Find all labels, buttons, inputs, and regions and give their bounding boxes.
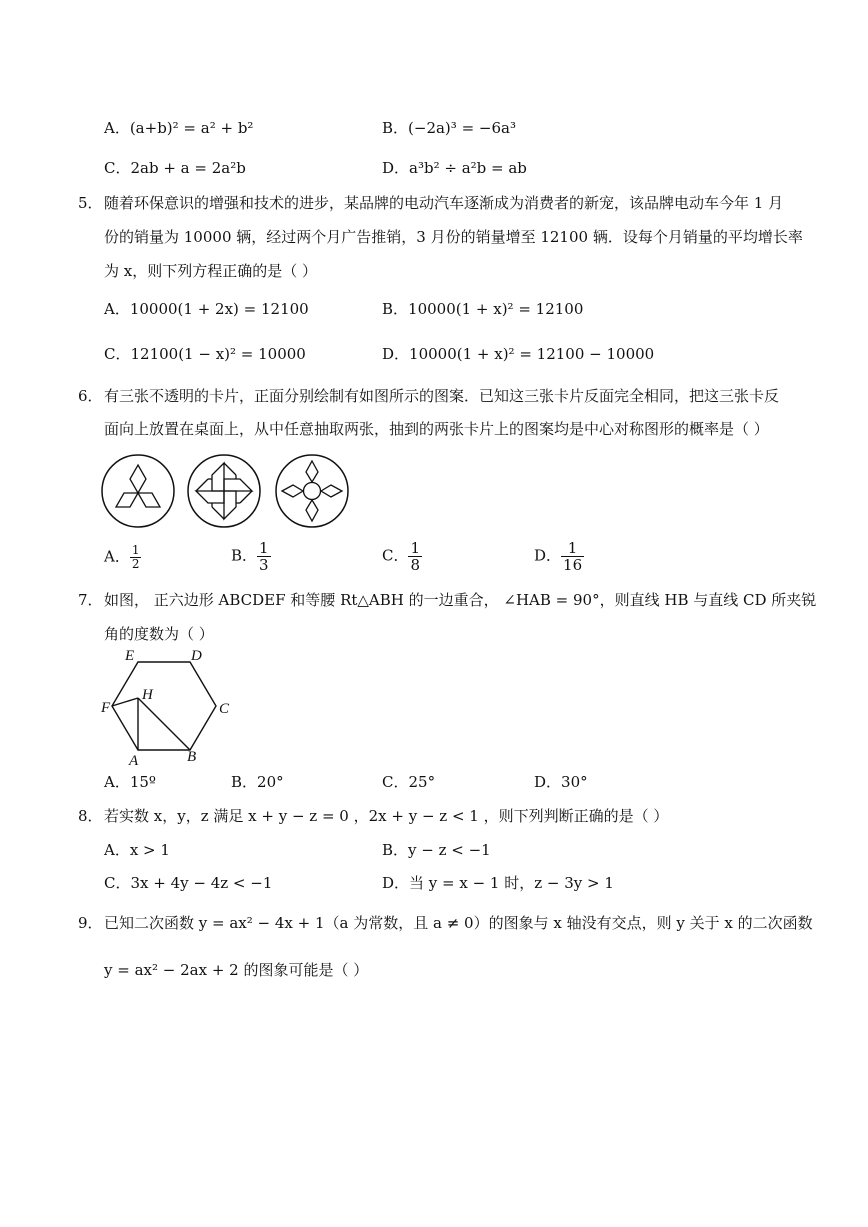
q6-option-d bbox=[534, 540, 584, 573]
numerator: 1 bbox=[259, 539, 269, 557]
q6-option-b bbox=[231, 540, 271, 573]
q5-option-c: C．12100(1 − x)² = 10000 bbox=[104, 345, 306, 363]
fraction bbox=[130, 544, 142, 571]
q5-text-line1: 随着环保意识的增强和技术的进步，某品牌的电动汽车逐渐成为消费者的新宠，该品牌电动车今年 1 月 bbox=[104, 194, 784, 212]
fraction bbox=[257, 540, 271, 573]
q6-option-c-label: C． bbox=[382, 546, 409, 565]
numerator: 1 bbox=[131, 543, 140, 557]
label-E: E bbox=[125, 648, 135, 664]
q8-text-line1: 若实数 x，y，z 满足 x + y − z = 0 ，2x + y − z < 1 ，则下列判断正确的是（ ） bbox=[104, 807, 669, 825]
q6-option-a bbox=[104, 544, 141, 571]
fraction bbox=[561, 540, 584, 573]
q5-text-line3: 为 x，则下列方程正确的是（ ） bbox=[104, 262, 317, 280]
q7-text-line2: 角的度数为（ ） bbox=[104, 625, 214, 643]
q8-option-d: D．当 y = x − 1 时，z − 3y > 1 bbox=[382, 874, 614, 892]
q7-number: 7． bbox=[78, 591, 103, 609]
q6-option-a-label: A． bbox=[104, 547, 130, 566]
label-C: C bbox=[219, 701, 230, 717]
q5-option-a: A．10000(1 + 2x) = 12100 bbox=[104, 300, 309, 318]
q6-option-c bbox=[382, 540, 422, 573]
q7-option-d: D．30° bbox=[534, 773, 588, 791]
card-figure-2 bbox=[186, 453, 262, 529]
card-figure-3 bbox=[274, 453, 350, 529]
q6-option-d-label: D． bbox=[534, 546, 562, 565]
q8-number: 8． bbox=[78, 807, 103, 825]
q5-option-d: D．10000(1 + x)² = 12100 − 10000 bbox=[382, 345, 655, 363]
q5-text-line2: 份的销量为 10000 辆，经过两个月广告推销，3 月份的销量增至 12100 辆．设每个月销量的平均增长率 bbox=[104, 228, 803, 246]
label-A: A bbox=[129, 753, 139, 769]
q8-option-b: B．y − z < −1 bbox=[382, 841, 491, 859]
q9-text-line1: 已知二次函数 y = ax² − 4x + 1（a 为常数，且 a ≠ 0）的图象与 x 轴没有交点，则 y 关于 x 的二次函数 bbox=[104, 914, 813, 932]
label-H: H bbox=[142, 687, 153, 703]
denominator: 8 bbox=[410, 556, 421, 574]
hexagon-figure bbox=[98, 644, 238, 768]
q4-option-b: B．(−2a)³ = −6a³ bbox=[382, 119, 516, 137]
q6-text-line2: 面向上放置在桌面上，从中任意抽取两张，抽到的两张卡片上的图案均是中心对称图形的概率是（ ） bbox=[104, 420, 769, 438]
q9-text-line2: y = ax² − 2ax + 2 的图象可能是（ ） bbox=[104, 961, 369, 979]
q5-option-b: B．10000(1 + x)² = 12100 bbox=[382, 300, 584, 318]
numerator: 1 bbox=[410, 539, 421, 557]
q4-option-a: A．(a+b)² = a² + b² bbox=[104, 119, 254, 137]
q8-option-c: C．3x + 4y − 4z < −1 bbox=[104, 874, 273, 892]
label-B: B bbox=[187, 749, 197, 765]
q4-option-d: D．a³b² ÷ a²b = ab bbox=[382, 159, 527, 177]
q4-option-c: C．2ab + a = 2a²b bbox=[104, 159, 246, 177]
denominator: 2 bbox=[131, 557, 140, 571]
q8-option-a: A．x > 1 bbox=[104, 841, 170, 859]
card-figure-1 bbox=[100, 453, 176, 529]
denominator: 3 bbox=[259, 556, 269, 574]
denominator: 16 bbox=[563, 556, 583, 574]
q7-option-b: B．20° bbox=[231, 773, 284, 791]
q6-text-line1: 有三张不透明的卡片，正面分别绘制有如图所示的图案．已知这三张卡片反面完全相同，把这三张卡反 bbox=[104, 387, 780, 405]
numerator: 1 bbox=[561, 540, 584, 557]
q7-option-c: C．25° bbox=[382, 773, 436, 791]
q9-number: 9． bbox=[78, 914, 103, 932]
label-D: D bbox=[191, 648, 202, 664]
q7-option-a: A．15º bbox=[104, 773, 156, 791]
q5-number: 5． bbox=[78, 194, 103, 212]
label-F: F bbox=[101, 700, 111, 716]
fraction bbox=[408, 540, 422, 573]
q6-number: 6． bbox=[78, 387, 103, 405]
q7-text-line1: 如图， 正六边形 ABCDEF 和等腰 Rt△ABH 的一边重合， ∠HAB = 90°，则直线 HB 与直线 CD 所夹锐 bbox=[104, 591, 817, 609]
q6-option-b-label: B． bbox=[231, 546, 258, 565]
